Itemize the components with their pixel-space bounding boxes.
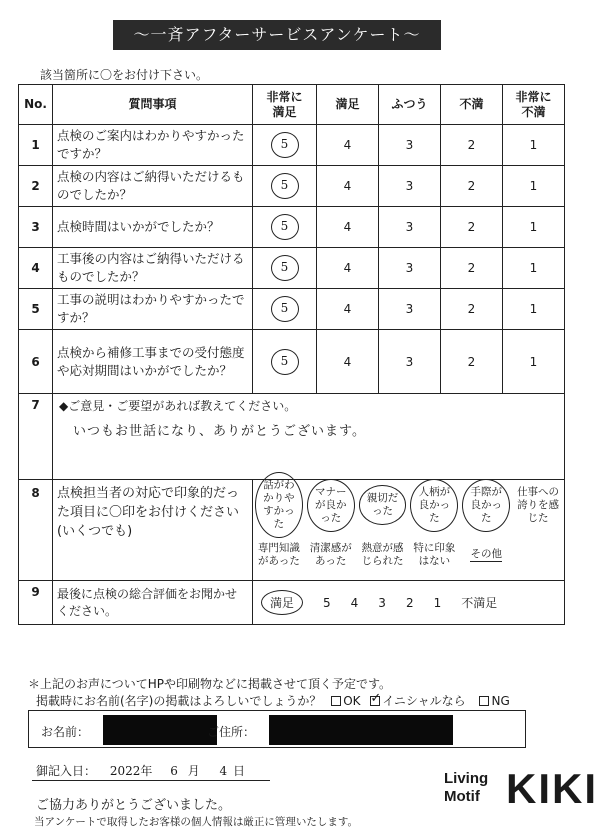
rating-option-1[interactable]: [503, 289, 565, 330]
rating-option-1[interactable]: [503, 330, 565, 394]
overall-scale-option[interactable]: 2: [405, 595, 414, 610]
header-no: No.: [19, 85, 53, 125]
question-number: 7: [19, 394, 53, 480]
date-underline: [32, 780, 270, 781]
date-label: 御記入日：: [36, 764, 97, 778]
rating-value: 3: [405, 302, 414, 316]
rating-value: 2: [467, 261, 476, 275]
logo-line1: Living: [444, 770, 489, 787]
rating-option-3[interactable]: [379, 125, 441, 166]
rating-value: 2: [467, 302, 476, 316]
rating-value: 5: [271, 296, 299, 322]
rating-option-5[interactable]: [253, 248, 317, 289]
rating-value: 3: [405, 261, 414, 275]
impression-option-label: 仕事への誇りを感じた: [517, 485, 560, 524]
rating-value: 5: [271, 349, 299, 375]
rating-option-2[interactable]: [441, 207, 503, 248]
overall-scale-option[interactable]: 3: [378, 595, 386, 610]
rating-option-5[interactable]: [253, 207, 317, 248]
rating-option-2[interactable]: [441, 166, 503, 207]
impression-option[interactable]: [253, 530, 305, 580]
overall-scale-option[interactable]: 5: [323, 595, 331, 610]
question-row-8: [19, 480, 565, 531]
rating-value: 5: [271, 132, 299, 158]
ok-checkbox[interactable]: [331, 696, 341, 706]
question-row-4: [19, 248, 565, 289]
rating-option-2[interactable]: [441, 330, 503, 394]
question-number: 9: [19, 581, 53, 625]
impression-option[interactable]: [408, 530, 460, 580]
question-text: 点検担当者の対応で印象的だった項目に〇印をお付けください(いくつでも): [53, 480, 253, 581]
rating-value: 4: [343, 220, 352, 234]
rating-option-2[interactable]: [441, 289, 503, 330]
survey-table: [18, 84, 565, 625]
name-label: お名前：: [41, 725, 90, 739]
rating-value: 2: [467, 179, 476, 193]
impression-option-label: 熱意が感じられた: [361, 542, 404, 567]
question-row-7: [19, 394, 565, 480]
impression-option-label: 話がわかりやすかった: [255, 472, 303, 538]
year-unit: 年: [140, 764, 153, 778]
thanks-text: ご協力ありがとうございました。: [36, 798, 232, 813]
rating-value: 2: [467, 138, 476, 152]
question-number: 8: [19, 480, 53, 581]
rating-value: 4: [343, 302, 352, 316]
rating-value: 3: [405, 220, 414, 234]
impression-option[interactable]: [305, 480, 357, 530]
impression-option[interactable]: [357, 480, 409, 530]
header-neutral: ふつう: [379, 85, 441, 125]
question-number: 6: [19, 330, 53, 394]
date-day: 4: [219, 764, 228, 778]
impression-option[interactable]: [408, 480, 460, 530]
initial-checkbox[interactable]: [370, 696, 380, 706]
rating-value: 1: [529, 261, 538, 275]
redacted-name: [103, 715, 217, 745]
privacy-footer: 当アンケートで取得したお客様の個人情報は厳正に管理いたします。: [34, 816, 359, 828]
logo-text-small: [444, 770, 488, 806]
comment-answer: いつもお世話になり、ありがとうございます。: [73, 424, 366, 439]
question-row-5: [19, 289, 565, 330]
company-logo: [444, 765, 598, 820]
question-text: 点検のご案内はわかりやすかったですか？: [53, 125, 253, 166]
rating-option-3[interactable]: [379, 289, 441, 330]
rating-option-4[interactable]: [317, 289, 379, 330]
rating-option-1[interactable]: [503, 248, 565, 289]
instruction-text: 該当箇所に〇をお付け下さい。: [40, 68, 209, 82]
header-dissatisfied: 不満: [441, 85, 503, 125]
question-row-3: [19, 207, 565, 248]
notice-question: 掲載時にお名前(名字)の掲載はよろしいでしょうか？: [36, 694, 322, 708]
question-number: 2: [19, 166, 53, 207]
rating-value: 1: [529, 179, 538, 193]
rating-option-1[interactable]: [503, 166, 565, 207]
rating-option-5[interactable]: [253, 330, 317, 394]
header-satisfied: 満足: [317, 85, 379, 125]
impression-option[interactable]: [357, 530, 409, 580]
rating-value: 5: [271, 214, 299, 240]
rating-value: 1: [529, 138, 538, 152]
question-row-1: [19, 125, 565, 166]
ng-checkbox[interactable]: [479, 696, 489, 706]
header-very-dissatisfied: 非常に不満: [503, 85, 565, 125]
rating-option-5[interactable]: [253, 125, 317, 166]
question-text: 点検の内容はご納得いただけるものでしたか？: [53, 166, 253, 207]
customer-info-box: [28, 710, 526, 748]
rating-option-3[interactable]: [379, 248, 441, 289]
date-month: 6: [170, 764, 178, 778]
question-text: 点検時間はいかがでしたか？: [53, 207, 253, 248]
logo-line2: Motif: [444, 788, 480, 805]
impression-option-label: その他: [470, 548, 502, 560]
rating-option-2[interactable]: [441, 125, 503, 166]
ok-label: OK: [343, 694, 361, 708]
rating-option-5[interactable]: [253, 289, 317, 330]
impression-option[interactable]: [460, 530, 512, 580]
rating-option-2[interactable]: [441, 248, 503, 289]
impression-options-row1: [253, 480, 565, 531]
rating-value: 3: [405, 179, 414, 193]
impression-option-label: 清潔感があった: [309, 542, 352, 567]
question-row-6: [19, 330, 565, 394]
question-number: 3: [19, 207, 53, 248]
rating-value: 5: [271, 173, 299, 199]
question-text: 工事後の内容はご納得いただけるものでしたか？: [53, 248, 253, 289]
address-label: ご住所：: [207, 725, 256, 739]
rating-option-3[interactable]: [379, 166, 441, 207]
date-row: [36, 762, 245, 779]
question-row-9: [19, 581, 565, 625]
rating-value: 4: [343, 138, 352, 152]
overall-scale-cell: [253, 581, 565, 625]
rating-value: 4: [343, 261, 352, 275]
question-number: 1: [19, 125, 53, 166]
question-row-2: [19, 166, 565, 207]
comment-prompt: ◆ご意見・ご要望があれば教えてください。: [59, 399, 297, 413]
initial-label: イニシャルなら: [382, 694, 466, 708]
rating-value: 2: [467, 220, 476, 234]
impression-option[interactable]: [305, 530, 357, 580]
header-row: [19, 85, 565, 125]
header-question: 質問事項: [53, 85, 253, 125]
rating-value: 4: [343, 354, 352, 369]
rating-option-5[interactable]: [253, 166, 317, 207]
impression-option-label: 特に印象はない: [413, 542, 456, 567]
rating-option-3[interactable]: [379, 330, 441, 394]
rating-value: 1: [529, 220, 538, 234]
notice-line2: [28, 693, 510, 710]
impression-options-row2: [253, 530, 565, 581]
impression-option[interactable]: [512, 480, 564, 530]
redacted-address: [269, 715, 453, 745]
rating-value: 4: [343, 179, 352, 193]
impression-option-label: マナーが良かった: [307, 479, 355, 532]
rating-value: 5: [271, 255, 299, 281]
publication-notice: [28, 676, 510, 710]
overall-scale-option[interactable]: 1: [433, 595, 442, 610]
rating-option-4[interactable]: [317, 207, 379, 248]
ng-label: NG: [491, 694, 510, 708]
day-unit: 日: [233, 764, 246, 778]
rating-value: 3: [405, 354, 414, 369]
overall-scale-option[interactable]: 満足: [261, 590, 303, 615]
rating-option-4[interactable]: [317, 248, 379, 289]
rating-option-1[interactable]: [503, 207, 565, 248]
question-text: 工事の説明はわかりやすかったですか？: [53, 289, 253, 330]
overall-scale-option[interactable]: 不満足: [461, 596, 498, 610]
rating-option-4[interactable]: [317, 125, 379, 166]
header-very-satisfied: 非常に満足: [253, 85, 317, 125]
notice-line1: ＊上記のお声についてHPや印刷物などに掲載させて頂く予定です。: [28, 677, 392, 691]
question-text: 最後に点検の総合評価をお聞かせください。: [53, 581, 253, 625]
impression-option[interactable]: [512, 530, 564, 580]
impression-option-label: 手際が良かった: [462, 479, 510, 532]
question-text: 点検から補修工事までの受付態度や応対期間はいかがでしたか？: [53, 330, 253, 394]
rating-value: 3: [405, 138, 414, 152]
impression-option[interactable]: [253, 480, 305, 530]
overall-scale-option[interactable]: 4: [350, 595, 359, 610]
survey-title: 〜一斉アフターサービスアンケート〜: [113, 20, 441, 50]
month-unit: 月: [187, 764, 200, 778]
comment-cell[interactable]: [53, 394, 565, 480]
rating-value: 2: [467, 354, 476, 369]
question-number: 4: [19, 248, 53, 289]
impression-option-label: 人柄が良かった: [410, 479, 458, 532]
impression-option-label: 専門知識があった: [257, 542, 300, 567]
rating-option-1[interactable]: [503, 125, 565, 166]
impression-option[interactable]: [460, 480, 512, 530]
rating-option-4[interactable]: [317, 330, 379, 394]
question-number: 5: [19, 289, 53, 330]
logo-text-big: KIKI: [506, 765, 598, 812]
impression-option-label: 親切だった: [359, 485, 407, 525]
rating-option-3[interactable]: [379, 207, 441, 248]
rating-option-4[interactable]: [317, 166, 379, 207]
date-year: 2022: [109, 764, 141, 778]
rating-value: 1: [529, 354, 538, 369]
rating-value: 1: [529, 302, 538, 316]
